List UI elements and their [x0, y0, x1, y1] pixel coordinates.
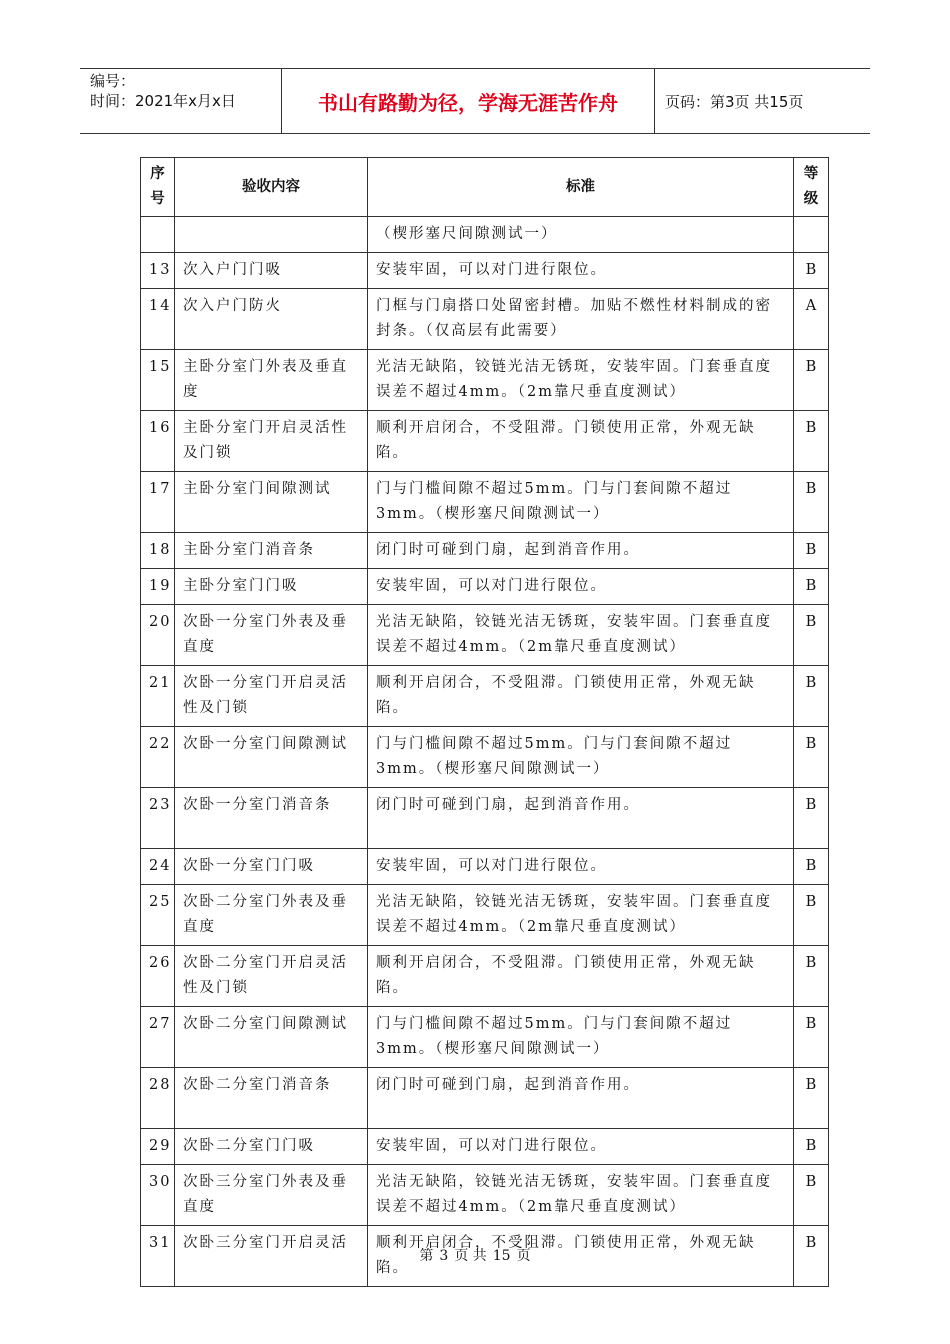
row-number: 26 — [141, 946, 175, 1007]
row-item: 主卧分室门门吸 — [175, 569, 368, 605]
row-item: 次入户门门吸 — [175, 253, 368, 289]
row-standard: 安装牢固，可以对门进行限位。 — [368, 1129, 794, 1165]
row-item: 次卧二分室门开启灵活性及门锁 — [175, 946, 368, 1007]
table-row — [141, 1007, 829, 1068]
row-standard: 光洁无缺陷，铰链光洁无锈斑，安装牢固。门套垂直度误差不超过4mm。（2m靠尺垂直度测试） — [368, 350, 794, 411]
row-grade: B — [794, 1129, 829, 1165]
row-grade: B — [794, 885, 829, 946]
row-standard: （楔形塞尺间隙测试一） — [368, 217, 794, 253]
doc-code-label: 编号： — [90, 72, 136, 90]
row-grade: B — [794, 472, 829, 533]
table-row — [141, 849, 829, 885]
row-number: 27 — [141, 1007, 175, 1068]
row-standard: 闭门时可碰到门扇，起到消音作用。 — [368, 533, 794, 569]
row-standard: 光洁无缺陷，铰链光洁无锈斑，安装牢固。门套垂直度误差不超过4mm。（2m靠尺垂直度测试） — [368, 885, 794, 946]
col-header-no: 序号 — [141, 158, 175, 217]
row-item: 次卧二分室门门吸 — [175, 1129, 368, 1165]
table-row — [141, 788, 829, 849]
row-grade: B — [794, 1068, 829, 1129]
row-number: 31 — [141, 1226, 175, 1287]
row-number: 14 — [141, 289, 175, 350]
table-row — [141, 411, 829, 472]
row-grade — [794, 217, 829, 253]
row-grade: B — [794, 946, 829, 1007]
row-standard: 安装牢固，可以对门进行限位。 — [368, 849, 794, 885]
row-number: 29 — [141, 1129, 175, 1165]
row-number — [141, 217, 175, 253]
row-item: 次卧一分室门间隙测试 — [175, 727, 368, 788]
row-grade: B — [794, 350, 829, 411]
row-number: 23 — [141, 788, 175, 849]
row-standard: 光洁无缺陷，铰链光洁无锈斑，安装牢固。门套垂直度误差不超过4mm。（2m靠尺垂直度测试） — [368, 605, 794, 666]
table-row — [141, 1068, 829, 1129]
row-grade: B — [794, 1226, 829, 1287]
footer-middle: 页 共 — [454, 1248, 487, 1264]
row-item: 次卧三分室门外表及垂直度 — [175, 1165, 368, 1226]
footer-suffix: 页 — [516, 1248, 531, 1264]
col-header-standard: 标准 — [368, 158, 794, 217]
row-number: 15 — [141, 350, 175, 411]
row-grade: B — [794, 605, 829, 666]
row-number: 28 — [141, 1068, 175, 1129]
row-number: 21 — [141, 666, 175, 727]
row-grade: B — [794, 253, 829, 289]
footer-prefix: 第 — [419, 1248, 434, 1264]
page-header — [80, 68, 870, 134]
row-number: 18 — [141, 533, 175, 569]
acceptance-table — [140, 157, 829, 1287]
footer-current-page: 3 — [439, 1248, 449, 1264]
row-item: 次入户门防火 — [175, 289, 368, 350]
row-grade: B — [794, 533, 829, 569]
row-grade: B — [794, 569, 829, 605]
row-item: 次卧一分室门门吸 — [175, 849, 368, 885]
table-header-row — [141, 158, 829, 217]
row-grade: B — [794, 666, 829, 727]
header-motto: 书山有路勤为径，学海无涯苦作舟 — [282, 69, 655, 133]
row-grade: B — [794, 1165, 829, 1226]
row-grade: A — [794, 289, 829, 350]
row-standard: 光洁无缺陷，铰链光洁无锈斑，安装牢固。门套垂直度误差不超过4mm。（2m靠尺垂直度测试） — [368, 1165, 794, 1226]
row-number: 17 — [141, 472, 175, 533]
row-number: 19 — [141, 569, 175, 605]
table-row — [141, 1129, 829, 1165]
row-number: 24 — [141, 849, 175, 885]
row-item: 次卧一分室门外表及垂直度 — [175, 605, 368, 666]
row-standard: 顺利开启闭合，不受阻滞。门锁使用正常，外观无缺陷。 — [368, 666, 794, 727]
row-item: 主卧分室门间隙测试 — [175, 472, 368, 533]
table-row — [141, 569, 829, 605]
table-row — [141, 533, 829, 569]
table-row — [141, 885, 829, 946]
row-number: 16 — [141, 411, 175, 472]
row-standard: 顺利开启闭合，不受阻滞。门锁使用正常，外观无缺陷。 — [368, 411, 794, 472]
table-row — [141, 289, 829, 350]
row-item: 次卧二分室门间隙测试 — [175, 1007, 368, 1068]
row-item: 次卧一分室门开启灵活性及门锁 — [175, 666, 368, 727]
row-number: 22 — [141, 727, 175, 788]
table-row — [141, 217, 829, 253]
table-row — [141, 666, 829, 727]
row-standard: 顺利开启闭合，不受阻滞。门锁使用正常，外观无缺陷。 — [368, 946, 794, 1007]
row-standard: 安装牢固，可以对门进行限位。 — [368, 569, 794, 605]
row-standard: 顺利开启闭合，不受阻滞。门锁使用正常，外观无缺陷。 — [368, 1226, 794, 1287]
table-row — [141, 350, 829, 411]
table-row — [141, 727, 829, 788]
col-header-item: 验收内容 — [175, 158, 368, 217]
table-row — [141, 1165, 829, 1226]
row-grade: B — [794, 1007, 829, 1068]
row-grade: B — [794, 788, 829, 849]
table-row — [141, 472, 829, 533]
row-number: 20 — [141, 605, 175, 666]
row-standard: 安装牢固，可以对门进行限位。 — [368, 253, 794, 289]
row-item: 次卧三分室门开启灵活 — [175, 1226, 368, 1287]
row-item — [175, 217, 368, 253]
row-standard: 门与门槛间隙不超过5mm。门与门套间隙不超过3mm。（楔形塞尺间隙测试一） — [368, 472, 794, 533]
row-item: 主卧分室门外表及垂直度 — [175, 350, 368, 411]
doc-date-label: 时间：2021年x月x日 — [90, 92, 236, 110]
row-grade: B — [794, 849, 829, 885]
footer-total-pages: 15 — [492, 1248, 511, 1264]
row-grade: B — [794, 411, 829, 472]
row-grade: B — [794, 727, 829, 788]
row-item: 次卧一分室门消音条 — [175, 788, 368, 849]
row-standard: 门框与门扇搭口处留密封槽。加贴不燃性材料制成的密封条。（仅高层有此需要） — [368, 289, 794, 350]
col-header-grade: 等级 — [794, 158, 829, 217]
row-item: 主卧分室门消音条 — [175, 533, 368, 569]
row-item: 主卧分室门开启灵活性及门锁 — [175, 411, 368, 472]
row-standard: 闭门时可碰到门扇，起到消音作用。 — [368, 1068, 794, 1129]
table-row — [141, 605, 829, 666]
table-row — [141, 253, 829, 289]
row-number: 13 — [141, 253, 175, 289]
page-footer — [0, 1245, 950, 1265]
row-standard: 门与门槛间隙不超过5mm。门与门套间隙不超过3mm。（楔形塞尺间隙测试一） — [368, 1007, 794, 1068]
table-row — [141, 946, 829, 1007]
row-number: 25 — [141, 885, 175, 946]
header-page-info: 页码：第3页 共15页 — [665, 92, 804, 111]
row-standard: 门与门槛间隙不超过5mm。门与门套间隙不超过3mm。（楔形塞尺间隙测试一） — [368, 727, 794, 788]
row-number: 30 — [141, 1165, 175, 1226]
row-standard: 闭门时可碰到门扇，起到消音作用。 — [368, 788, 794, 849]
row-item: 次卧二分室门外表及垂直度 — [175, 885, 368, 946]
row-item: 次卧二分室门消音条 — [175, 1068, 368, 1129]
header-meta — [80, 69, 282, 133]
